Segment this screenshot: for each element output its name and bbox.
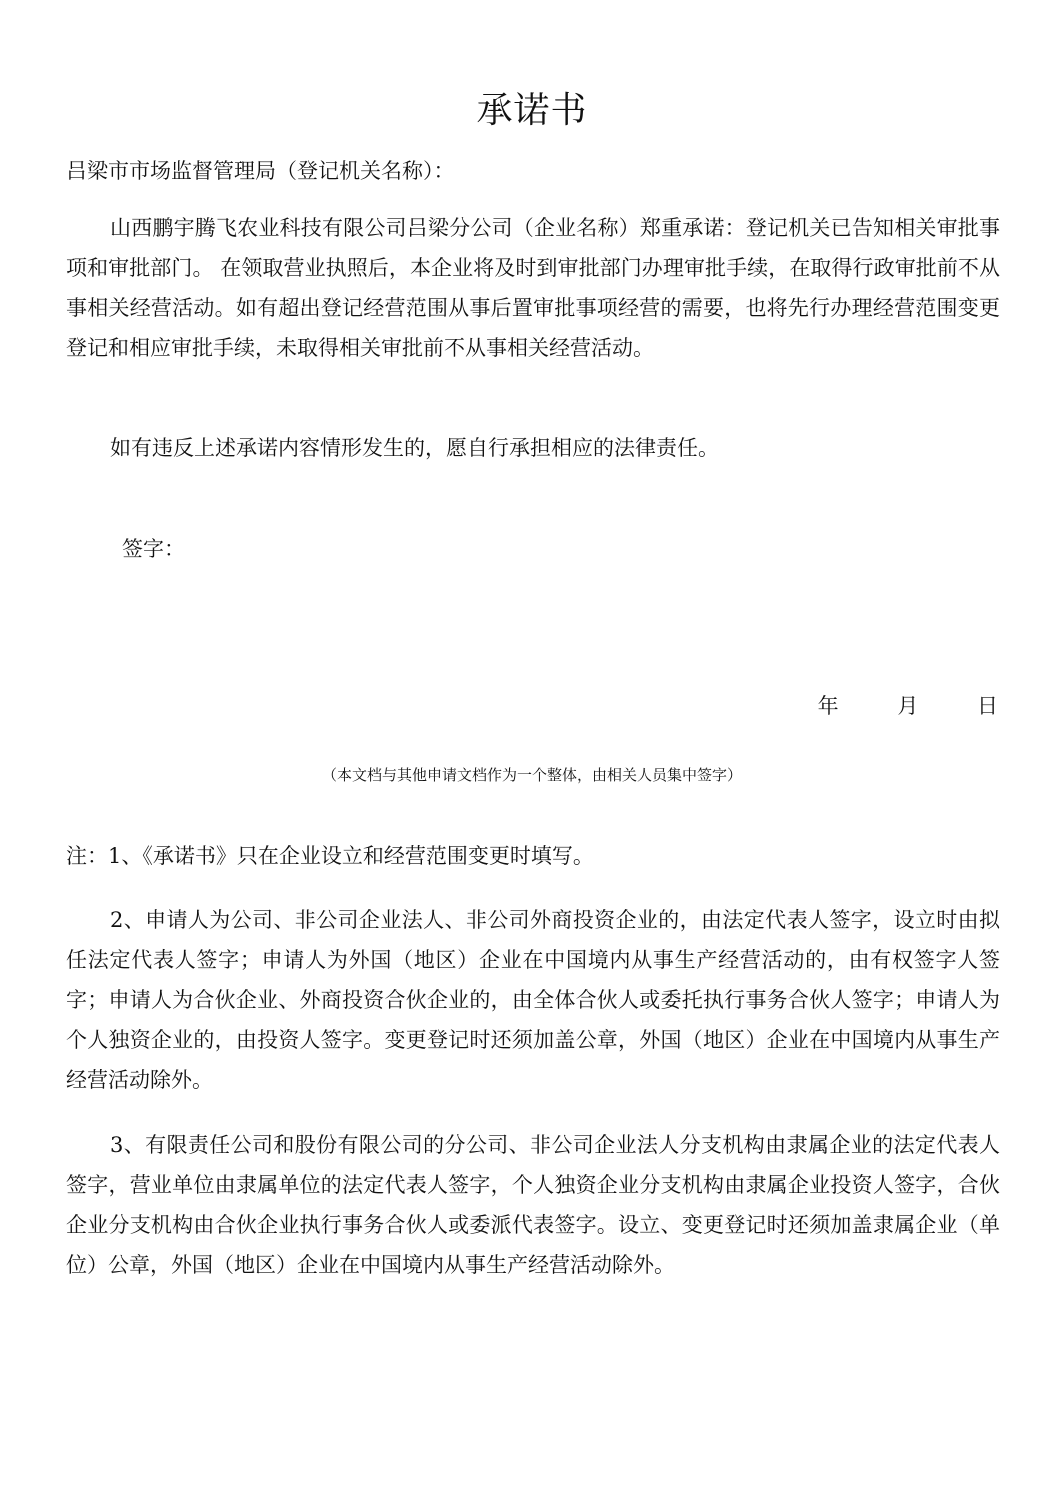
collective-signature-note: （本文档与其他申请文档作为一个整体，由相关人员集中签字） [321, 766, 742, 784]
note-3: 3、有限责任公司和股份有限公司的分公司、非公司企业法人分支机构由隶属企业的法定代表人签字，营业单位由隶属单位的法定代表人签字，个人独资企业分支机构由隶属企业投资人签字，合伙企业分支机构由合伙企业执行事务合伙人或委派代表签字。设立、变更登记时还须加盖隶属企业（单位）公章，外国（地区）企业在中国境内从事生产经营活动除外。 [66, 1133, 1000, 1277]
date-row [818, 690, 998, 722]
date-day-label: 日 [977, 694, 998, 718]
date-month-label: 月 [897, 694, 919, 718]
addressee-line: 吕梁市市场监督管理局（登记机关名称）： [66, 159, 455, 183]
note-1: 注：1、《承诺书》只在企业设立和经营范围变更时填写。 [66, 844, 594, 868]
liability-paragraph: 如有违反上述承诺内容情形发生的，愿自行承担相应的法律责任。 [110, 436, 719, 460]
document-title: 承诺书 [476, 90, 588, 131]
signature-label: 签字： [122, 537, 185, 561]
commitment-paragraph: 山西鹏宇腾飞农业科技有限公司吕梁分公司（企业名称）郑重承诺：登记机关已告知相关审批事项和审批部门。 在领取营业执照后，本企业将及时到审批部门办理审批手续，在取得行政审批前不从事相关经营活动。如有超出登记经营范围从事后置审批事项经营的需要，也将先行办理经营范围变更登记和相应审批手续，未取得相关审批前不从事相关经营活动。 [66, 216, 1000, 360]
note-2: 2、申请人为公司、非公司企业法人、非公司外商投资企业的，由法定代表人签字，设立时由拟任法定代表人签字；申请人为外国（地区）企业在中国境内从事生产经营活动的，由有权签字人签字；申请人为合伙企业、外商投资合伙企业的，由全体合伙人或委托执行事务合伙人签字；申请人为个人独资企业的，由投资人签字。变更登记时还须加盖公章，外国（地区）企业在中国境内从事生产经营活动除外。 [66, 908, 1000, 1092]
date-year-label: 年 [817, 694, 839, 718]
